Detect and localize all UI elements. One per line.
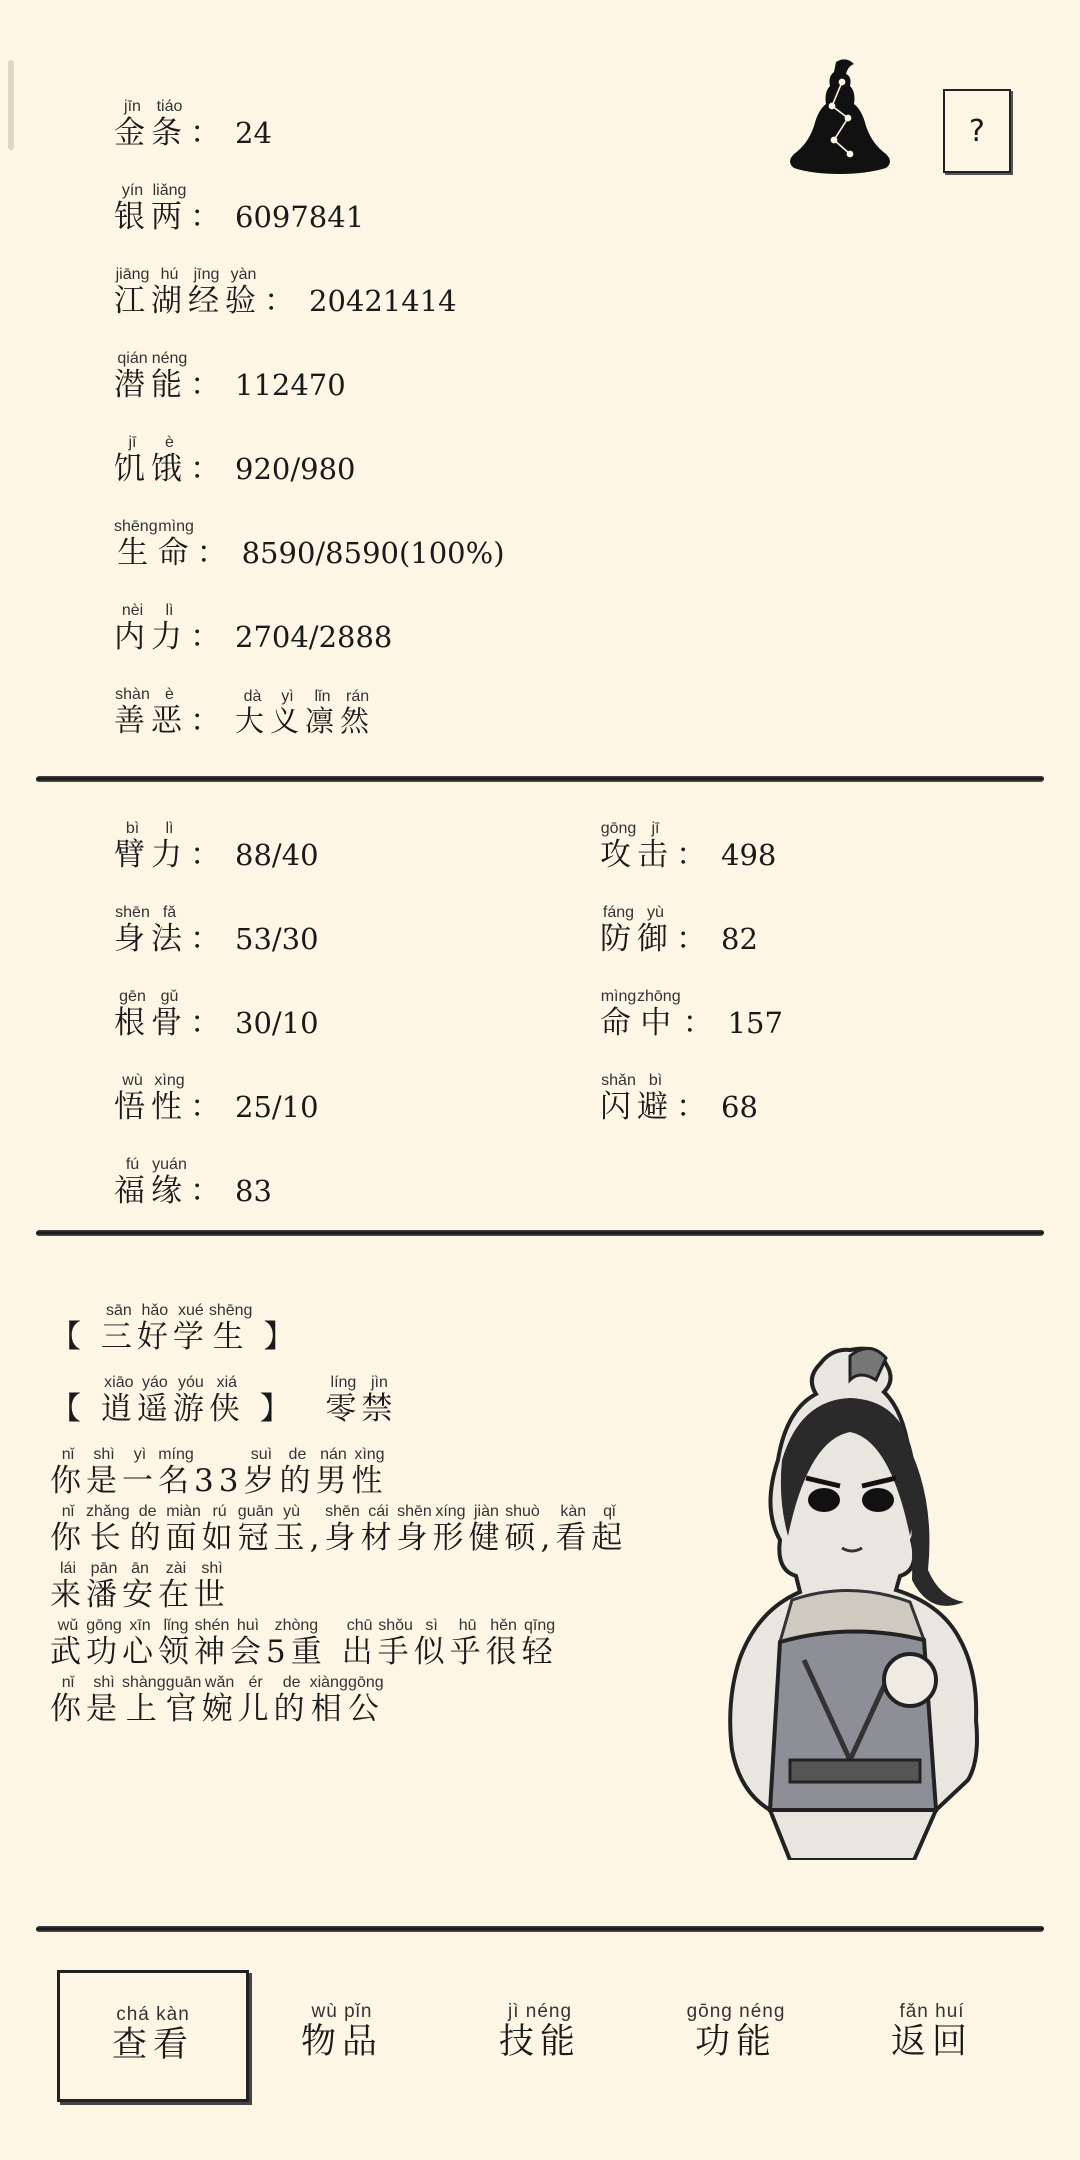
desc-line-appearance-2: 来lái潘pān安ān在zài世shì (50, 1560, 230, 1613)
character-portrait (700, 1340, 1000, 1860)
attr-strength: 臂bì力lì ： 88/40 (114, 820, 319, 873)
section-divider-3 (36, 1926, 1045, 1932)
stat-life: 生shēng命mìng ： 8590/8590(100%) (114, 518, 505, 571)
attr-constitution: 根gēn骨gǔ ： 30/10 (114, 988, 319, 1041)
attr-agility: 身shēn法fǎ ： 53/30 (114, 904, 319, 957)
stat-silver: 银yín两liǎng ： 6097841 (114, 182, 365, 235)
help-button[interactable]: ? (943, 89, 1011, 173)
attr-dodge: 闪shǎn避bì ： 68 (600, 1072, 758, 1125)
section-divider-2 (36, 1230, 1045, 1236)
desc-line-age: 你nǐ是shì一yì名míng33岁suì的de男nán性xìng (50, 1446, 388, 1499)
desc-line-martial: 武wǔ功gōng心xīn领lǐng神shén会huì5重zhòng 出chū手shǒu似sì乎hū很hěn轻qīng (50, 1617, 558, 1670)
stat-potential: 潜qián能néng ： 112470 (114, 350, 346, 403)
nav-view-button[interactable]: 查看chá kàn (57, 1970, 249, 2102)
attr-defense: 防fáng御yù ： 82 (600, 904, 758, 957)
stat-morality: 善shàn恶è ： 大dà义yì凛lǐn然rán (114, 686, 376, 739)
nav-back-button[interactable]: 返回fǎn huí (890, 2001, 973, 2062)
attr-attack: 攻gōng击jī ： 498 (600, 820, 777, 873)
title-badge-2: 【 逍xiāo遥yáo游yóu侠xiá 】 零líng禁jìn (50, 1374, 398, 1427)
attr-luck: 福fú缘yuán ： 83 (114, 1156, 272, 1209)
nav-skills-button[interactable]: 技能jì néng (498, 2001, 581, 2062)
attr-insight: 悟wù性xìng ： 25/10 (114, 1072, 319, 1125)
nav-items-button[interactable]: 物品wù pǐn (300, 2001, 383, 2062)
stat-hunger: 饥jī饿è ： 920/980 (114, 434, 356, 487)
stat-inner-power: 内nèi力lì ： 2704/2888 (114, 602, 393, 655)
nav-functions-button[interactable]: 功能gōng néng (686, 2001, 786, 2062)
bottom-nav (55, 1970, 1015, 2100)
desc-line-appearance: 你nǐ长zhǎng的de面miàn如rú冠guān玉yù,身shēn材cái身shēn形xíng健jiàn硕shuò,看kàn起qǐ (50, 1503, 628, 1556)
section-divider-1 (36, 776, 1045, 782)
stat-exp: 江jiāng湖hú经jīng验yàn ： 20421414 (114, 266, 457, 319)
stat-gold: 金jīn条tiáo ： 24 (114, 98, 272, 151)
title-badge-1: 【 三sān好hǎo学xué生shēng 】 (50, 1302, 300, 1355)
meditation-emblem-icon[interactable] (786, 56, 894, 180)
scroll-indicator[interactable] (8, 60, 14, 150)
desc-line-spouse: 你nǐ是shì上shàng官guān婉wǎn儿ér的de相xiàng公gōng (50, 1674, 384, 1727)
attr-hit: 命mìng中zhōng ： 157 (600, 988, 783, 1041)
